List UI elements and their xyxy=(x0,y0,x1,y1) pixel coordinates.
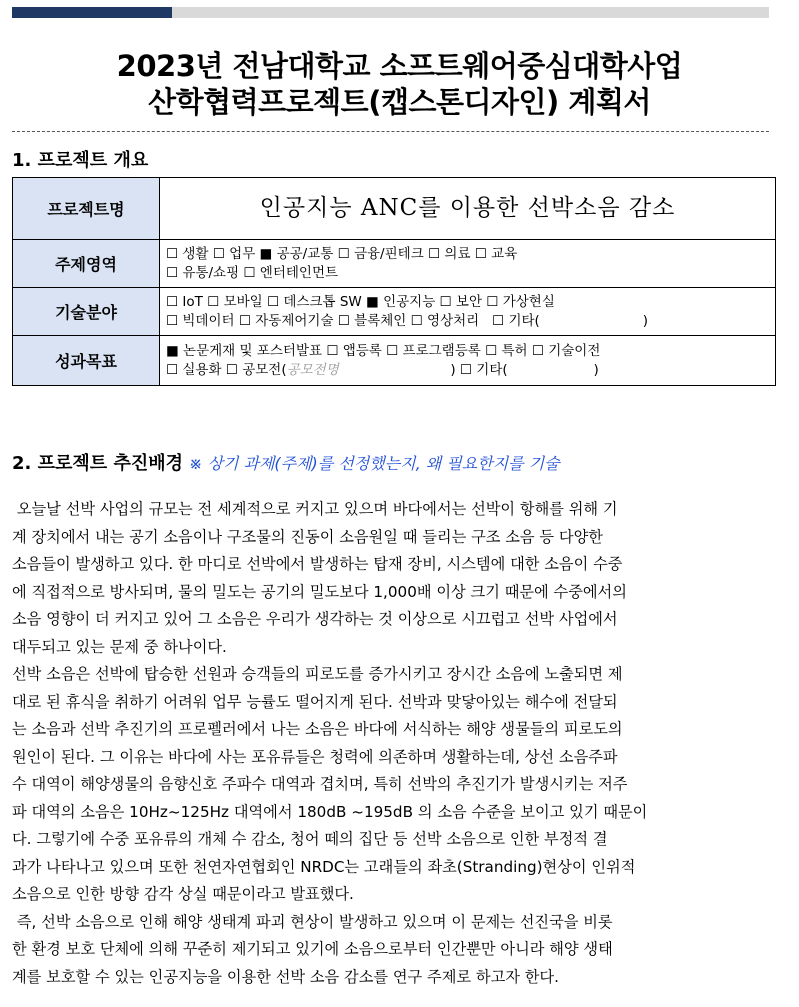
goal-line2-suffix: ) ☐ 기타( ) xyxy=(338,361,599,378)
paragraph-line: 한 환경 보호 단체에 의해 꾸준히 제기되고 있기에 소음으로부터 인간뿐만 아니라 해양 생태 xyxy=(12,940,613,958)
label-tech-field: 기술분야 xyxy=(13,288,160,336)
section1-heading: 1. 프로젝트 개요 xyxy=(12,150,149,171)
paragraph-line: 원인이 된다. 그 이유는 바다에 사는 포유류들은 청력에 의존하며 생활하는데, 상선 소음주파 xyxy=(12,747,618,766)
paragraph-line: 소음들이 발생하고 있다. 한 마디로 선박에서 발생하는 탑재 장비, 시스템에 대한 소음이 수중 xyxy=(12,555,623,573)
paragraph-line: 계를 보호할 수 있는 인공지능을 이용한 선박 소음 감소를 연구 주제로 하고자 한다. xyxy=(12,967,559,986)
paragraph-line: 소음으로 인한 방향 감각 상실 때문이라고 발표했다. xyxy=(12,885,354,903)
value-tech-field xyxy=(160,288,776,336)
tech-options-line2: ☐ 빅데이터 ☐ 자동제어기술 ☐ 블록체인 ☐ 영상처리 ☐ 기타( ) xyxy=(166,312,649,329)
contest-name-placeholder: 공모전명 xyxy=(286,361,339,378)
goal-options-line1: ■ 논문게재 및 포스터발표 ☐ 앱등록 ☐ 프로그램등록 ☐ 특허 ☐ 기술이전 xyxy=(166,342,601,359)
header-bar xyxy=(12,7,769,18)
topic-options-line2: ☐ 유통/쇼핑 ☐ 엔터테인먼트 xyxy=(166,264,339,281)
header-bar-accent xyxy=(12,7,172,18)
paragraph-line: 계 장치에서 내는 공기 소음이나 구조물의 진동이 소음원일 때 들리는 구조 소음 등 다양한 xyxy=(12,527,603,546)
document-title-line1: 2023년 전남대학교 소프트웨어중심대학사업 xyxy=(116,49,683,83)
document-title-line2: 산학협력프로젝트(캡스톤디자인) 계획서 xyxy=(148,85,651,119)
topic-options-line1: ☐ 생활 ☐ 업무 ■ 공공/교통 ☐ 금융/핀테크 ☐ 의료 ☐ 교육 xyxy=(166,245,518,262)
paragraph-line: 다. 그렇기에 수중 포유류의 개체 수 감소, 청어 떼의 집단 등 선박 소음으로 인한 부정적 결 xyxy=(12,830,608,848)
row-topic-area xyxy=(13,240,776,288)
paragraph-line: 즉, 선박 소음으로 인해 해양 생태계 파괴 현상이 발생하고 있으며 이 문제는 선진국을 비롯 xyxy=(12,912,613,931)
paragraph-line: 대두되고 있는 문제 중 하나이다. xyxy=(12,637,227,656)
row-project-name xyxy=(13,178,776,240)
section2-guide-note: ※ 상기 과제(주제)를 선정했는지, 왜 필요한지를 기술 xyxy=(189,454,560,473)
goal-options-line2 xyxy=(166,361,769,380)
paragraph-line: 파 대역의 소음은 10Hz~125Hz 대역에서 180dB ~195dB 의 소음 수준을 보이고 있기 때문이 xyxy=(12,802,648,821)
label-goal: 성과목표 xyxy=(13,336,160,386)
paragraph-line: 소음 영향이 더 커지고 있어 그 소음은 우리가 생각하는 것 이상으로 시끄럽고 선박 사업에서 xyxy=(12,610,618,628)
label-project-name: 프로젝트명 xyxy=(13,178,160,240)
value-goal xyxy=(160,336,776,386)
title-divider xyxy=(12,131,769,132)
paragraph-line: 과가 나타나고 있으며 또한 천연자연협회인 NRDC는 고래들의 좌초(Stranding)현상이 인위적 xyxy=(12,857,636,876)
paragraph-line: 수 대역이 해양생물의 음향신호 주파수 대역과 겹치며, 특히 선박의 추진기가 발생시키는 저주 xyxy=(12,775,628,793)
paragraph-line: 선박 소음은 선박에 탑승한 선원과 승객들의 피로도를 증가시키고 장시간 소음에 노출되면 제 xyxy=(12,665,623,683)
value-project-name: 인공지능 ANC를 이용한 선박소음 감소 xyxy=(160,178,776,240)
goal-line2-prefix: ☐ 실용화 ☐ 공모전( xyxy=(166,361,287,378)
section2-heading xyxy=(12,449,560,475)
background-text xyxy=(12,496,782,991)
label-topic-area: 주제영역 xyxy=(13,240,160,288)
section2-title: 2. 프로젝트 추진배경 xyxy=(12,453,183,474)
paragraph-line: 오늘날 선박 사업의 규모는 전 세계적으로 커지고 있으며 바다에서는 선박이 항해를 위해 기 xyxy=(12,500,618,518)
paragraph-line: 에 직접적으로 방사되며, 물의 밀도는 공기의 밀도보다 1,000배 이상 크기 때문에 수중에서의 xyxy=(12,582,627,601)
paragraph-line: 는 소음과 선박 추진기의 프로펠러에서 나는 소음은 바다에 서식하는 해양 생물들의 피로도의 xyxy=(12,720,623,738)
tech-options-line1: ☐ IoT ☐ 모바일 ☐ 데스크톱 SW ■ 인공지능 ☐ 보안 ☐ 가상현실 xyxy=(166,293,555,310)
row-tech-field xyxy=(13,288,776,336)
paragraph-line: 대로 된 휴식을 취하기 어려워 업무 능률도 떨어지게 된다. 선박과 맞닿아있는 해수에 전달되 xyxy=(12,692,618,711)
value-topic-area xyxy=(160,240,776,288)
row-goal xyxy=(13,336,776,386)
project-overview-table xyxy=(12,177,776,386)
